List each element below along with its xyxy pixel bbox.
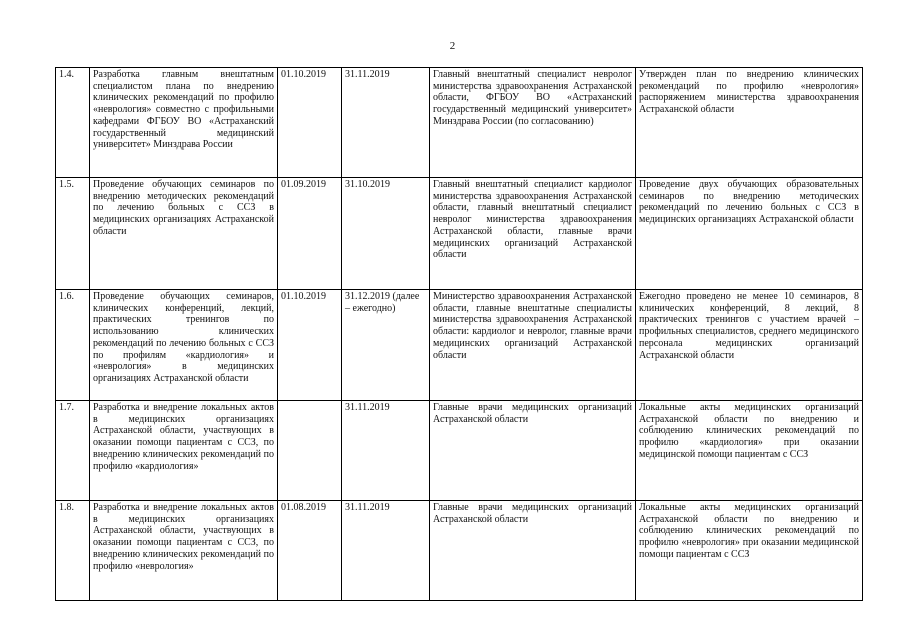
activity-name: Разработка и внедрение локальных актов в медицинских организациях Астраханской области, участвующих в оказании помощи пациентам с ССЗ, по внедрению клинических рекомендаций по профилю «кардиология» — [90, 401, 278, 501]
activity-name: Разработка и внедрение локальных актов в медицинских организациях Астраханской области, участвующих в оказании помощи пациентам с ССЗ, по внедрению клинических рекомендаций по профилю «неврология» — [90, 501, 278, 601]
start-date: 01.09.2019 — [278, 178, 342, 290]
responsible-parties: Министерство здравоохранения Астраханской области, главные внештатные специалисты министерства здравоохранения Астраханской области: кардиолог и невролог, главные врачи медицинских организаций Астраханской области — [430, 290, 636, 401]
start-date: 01.08.2019 — [278, 501, 342, 601]
activity-name: Проведение обучающих семинаров, клинических конференций, лекций, практических тренингов по использованию клинических рекомендаций по лечению больных с ССЗ по профилям «кардиология» и «неврология» в медицинских организациях Астраханской области — [90, 290, 278, 401]
expected-result: Проведение двух обучающих образовательных семинаров по внедрению методических рекомендаций по лечению больных с ССЗ в медицинских организациях Астраханской области — [636, 178, 863, 290]
table-row — [56, 68, 863, 178]
row-number: 1.5. — [56, 178, 90, 290]
table-row — [56, 290, 863, 401]
end-date: 31.11.2019 — [342, 401, 430, 501]
table-row — [56, 501, 863, 601]
end-date: 31.12.2019 (далее – ежегодно) — [342, 290, 430, 401]
start-date — [278, 401, 342, 501]
table-row — [56, 401, 863, 501]
start-date: 01.10.2019 — [278, 68, 342, 178]
page-number: 2 — [449, 40, 456, 52]
row-number: 1.7. — [56, 401, 90, 501]
responsible-parties: Главный внештатный специалист кардиолог министерства здравоохранения Астраханской области, главный внештатный специалист невролог министерства здравоохранения Астраханской области, главные врачи медицинских организаций Астраханской области — [430, 178, 636, 290]
end-date: 31.10.2019 — [342, 178, 430, 290]
row-number: 1.4. — [56, 68, 90, 178]
responsible-parties: Главный внештатный специалист невролог министерства здравоохранения Астраханской области, ФГБОУ ВО «Астраханский государственный медицинский университет» Минздрава России (по согласованию) — [430, 68, 636, 178]
activity-name: Проведение обучающих семинаров по внедрению методических рекомендаций по лечению больных с ССЗ в медицинских организациях Астраханской области — [90, 178, 278, 290]
expected-result: Ежегодно проведено не менее 10 семинаров, 8 клинических конференций, 8 лекций, 8 практических тренингов с участием врачей – профильных специалистов, среднего медицинского персонала медицинских организаций Астраханской области — [636, 290, 863, 401]
row-number: 1.8. — [56, 501, 90, 601]
expected-result: Утвержден план по внедрению клинических рекомендаций по профилю «неврология» распоряжением министерства здравоохранения Астраханской области — [636, 68, 863, 178]
responsible-parties: Главные врачи медицинских организаций Астраханской области — [430, 401, 636, 501]
end-date: 31.11.2019 — [342, 68, 430, 178]
action-plan-table — [55, 67, 863, 601]
row-number: 1.6. — [56, 290, 90, 401]
start-date: 01.10.2019 — [278, 290, 342, 401]
table-row — [56, 178, 863, 290]
expected-result: Локальные акты медицинских организаций Астраханской области по внедрению и соблюдению клинических рекомендаций по профилю «неврология» при оказании медицинской помощи пациентам с ССЗ — [636, 501, 863, 601]
end-date: 31.11.2019 — [342, 501, 430, 601]
responsible-parties: Главные врачи медицинских организаций Астраханской области — [430, 501, 636, 601]
expected-result: Локальные акты медицинских организаций Астраханской области по внедрению и соблюдению клинических рекомендаций по профилю «кардиология» при оказании медицинской помощи пациентам с ССЗ — [636, 401, 863, 501]
activity-name: Разработка главным внештатным специалистом плана по внедрению клинических рекомендаций по профилю «неврология» совместно с профильными кафедрами ФГБОУ ВО «Астраханский государственный медицинский университет» Минздрава России — [90, 68, 278, 178]
